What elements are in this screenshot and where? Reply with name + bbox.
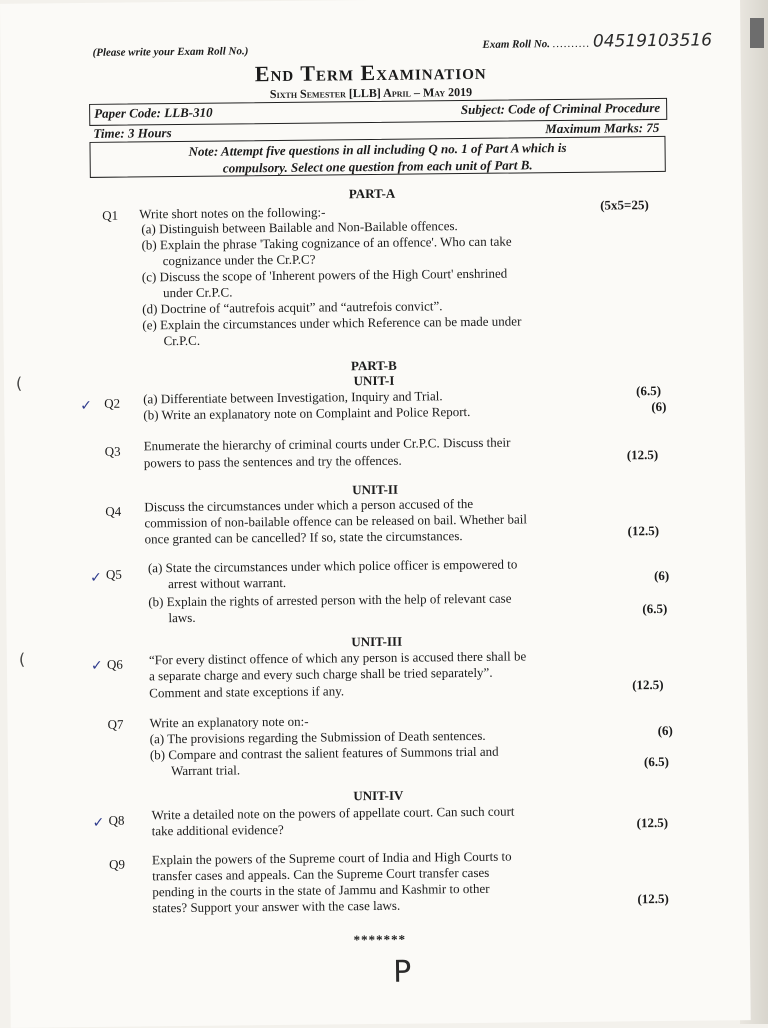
edge-mark [750, 18, 764, 48]
q1-part-b-cont: cognizance under the Cr.P.C? [162, 251, 316, 269]
exam-title: End Term Examination [254, 58, 487, 87]
q7-part-b: (b) Compare and contrast the salient features of Summons trial and [149, 743, 499, 763]
q7-b-marks: (6.5) [643, 753, 669, 770]
q5-part-b: (b) Explain the rights of arrested person with the help of relevant case [148, 590, 512, 610]
time-allowed: Time: 3 Hours [93, 125, 172, 141]
q2-a-marks: (6.5) [636, 382, 662, 399]
maximum-marks: Maximum Marks: 75 [545, 119, 660, 137]
q1-part-d: (d) Doctrine of “autrefois acquit” and “autrefois convict”. [142, 298, 443, 317]
q5-pen-mark: ✓ [89, 569, 102, 586]
q6-pen-mark: ✓ [90, 657, 103, 674]
q8-number: Q8 [108, 812, 125, 828]
q6-line-1: “For every distinct offence of which any person is accused there shall be [148, 648, 527, 668]
q9-line-3: pending in the courts in the state of Jammu and Kashmir to other [152, 880, 490, 900]
q3-line-1: Enumerate the hierarchy of criminal courts under Cr.P.C. Discuss their [143, 434, 511, 454]
q9-line-2: transfer cases and appeals. Can the Supreme Court transfer cases [152, 864, 490, 884]
roll-instruction: (Please write your Exam Roll No.) [92, 45, 249, 59]
q4-line-1: Discuss the circumstances under which a person accused of the [144, 495, 474, 515]
roll-label: Exam Roll No. [482, 38, 551, 51]
paper-code: Paper Code: LLB-310 [94, 104, 213, 121]
q9-marks: (12.5) [637, 890, 669, 907]
q5-number: Q5 [105, 566, 122, 582]
q7-part-a: (a) The provisions regarding the Submission of Death sentences. [149, 727, 486, 747]
roll-value: 04519103516 [592, 30, 713, 52]
end-stars: ******* [353, 931, 407, 948]
q2-part-a: (a) Differentiate between Investigation, Inquiry and Trial. [143, 388, 443, 407]
q1-part-c-cont: under Cr.P.C. [162, 284, 233, 301]
q2-number: Q2 [104, 395, 121, 411]
part-a-heading: PART-A [348, 185, 396, 202]
q9-number: Q9 [108, 856, 126, 872]
q5-part-a-cont: arrest without warrant. [168, 574, 287, 592]
q1-part-e: (e) Explain the circumstances under which Reference can be made under [142, 313, 522, 333]
q2-b-marks: (6) [651, 398, 667, 415]
q7-number: Q7 [107, 716, 124, 732]
q1-text: Write short notes on the following:- [139, 204, 326, 222]
q7-a-marks: (6) [657, 722, 673, 739]
q4-line-3: once granted can be cancelled? If so, state the circumstances. [144, 528, 463, 547]
q5-b-marks: (6.5) [642, 600, 668, 617]
q5-part-a: (a) State the circumstances under which police officer is empowered to [147, 556, 518, 576]
q7-text: Write an explanatory note on:- [149, 713, 309, 731]
unit-3-heading: UNIT-III [351, 633, 403, 650]
q6-number: Q6 [106, 656, 123, 672]
q9-line-4: states? Support your answer with the case laws. [152, 897, 401, 916]
q6-line-3: Comment and state exceptions if any. [149, 683, 345, 701]
instructions-note [89, 136, 665, 178]
unit-2-heading: UNIT-II [352, 481, 399, 498]
q4-line-2: commission of non-bailable offence can be released on bail. Whether bail [144, 511, 528, 531]
q9-line-1: Explain the powers of the Supreme court of India and High Courts to [151, 848, 512, 868]
q6-marks: (12.5) [632, 676, 664, 693]
paper-info-box [89, 98, 668, 180]
note-line-2: compulsory. Select one question from each unit of Part B. [222, 157, 533, 176]
part-b-heading: PART-B [350, 357, 397, 374]
q2-part-b: (b) Write an explanatory note on Complaint and Police Report. [143, 403, 471, 423]
q1-number: Q1 [102, 207, 119, 223]
semester-line: Sixth Semester [LLB] April – May 2019 [269, 84, 473, 102]
unit-4-heading: UNIT-IV [353, 787, 404, 804]
q1-part-a: (a) Distinguish between Bailable and Non-Bailable offences. [141, 218, 458, 237]
q6-line-2: a separate charge and every such charge shall be tried separately”. [148, 664, 493, 684]
q1-marks: (5x5=25) [600, 197, 649, 213]
q3-line-2: powers to pass the sentences and try the offences. [143, 452, 402, 471]
roll-dots: .......... [552, 37, 591, 51]
margin-bracket-mark: ( [15, 373, 23, 393]
subject: Subject: Code of Criminal Procedure [460, 99, 661, 118]
q5-part-b-cont: laws. [168, 609, 196, 626]
margin-bracket-mark-2: ( [18, 649, 26, 669]
q4-number: Q4 [105, 503, 122, 519]
q8-marks: (12.5) [636, 814, 669, 831]
q8-line-2: take additional evidence? [151, 821, 284, 839]
q3-marks: (12.5) [626, 447, 659, 463]
q3-number: Q3 [104, 443, 121, 459]
q1-part-c: (c) Discuss the scope of 'Inherent powers of the High Court' enshrined [141, 265, 508, 285]
q8-pen-mark: ✓ [92, 814, 105, 831]
roll-number [482, 30, 712, 52]
q7-part-b-cont: Warrant trial. [170, 762, 241, 779]
q2-pen-mark: ✓ [80, 397, 93, 415]
q1-part-e-cont: Cr.P.C. [163, 332, 201, 349]
unit-1-heading: UNIT-I [353, 372, 395, 389]
note-line-1: Note: Attempt five questions in all including Q no. 1 of Part A which is [188, 139, 567, 159]
q8-line-1: Write a detailed note on the powers of appellate court. Can such court [151, 803, 515, 823]
q1-part-b: (b) Explain the phrase 'Taking cognizance of an offence'. Who can take [141, 233, 512, 253]
q4-marks: (12.5) [627, 523, 660, 539]
handwritten-mark: P [392, 954, 412, 990]
q5-a-marks: (6) [653, 567, 670, 584]
